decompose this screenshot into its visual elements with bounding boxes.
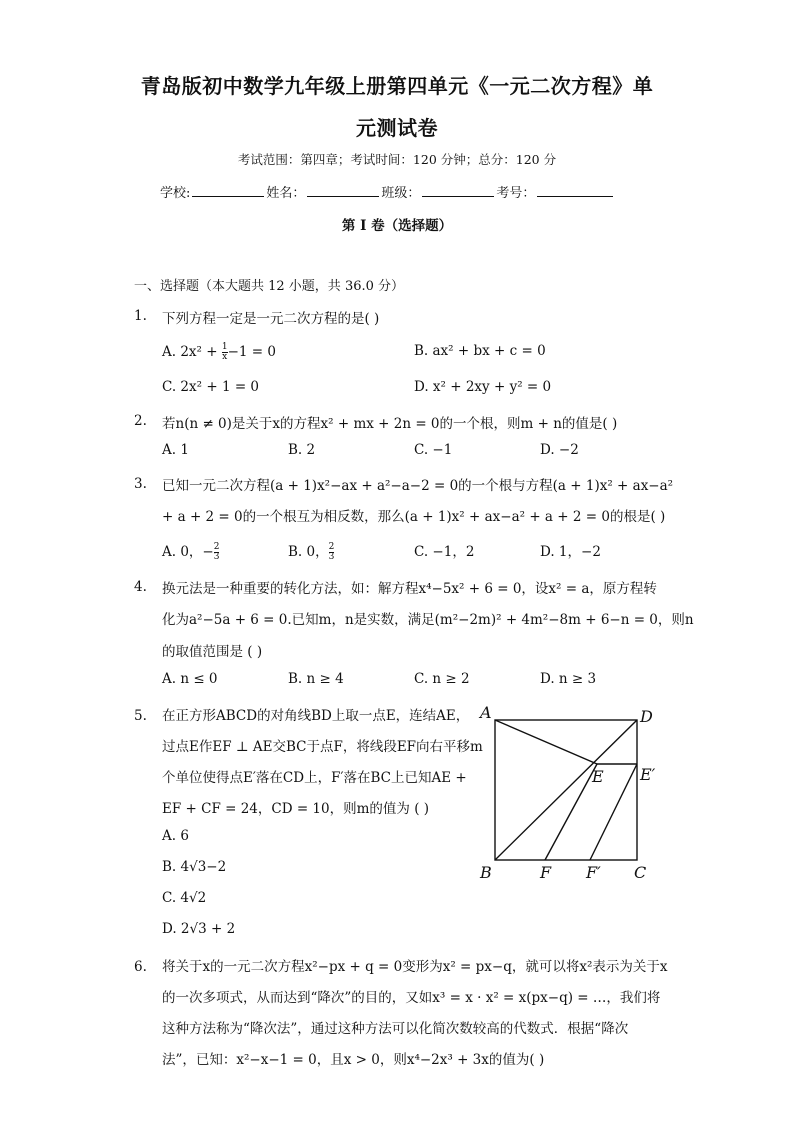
class-label: 班级： — [381, 186, 421, 201]
question-1-option-d[interactable]: D. x² + 2xy + y² = 0 — [414, 379, 552, 395]
question-1-option-b[interactable]: B. ax² + bx + c = 0 — [414, 343, 546, 359]
question-5-option-d[interactable]: D. 2√3 + 2 — [162, 921, 236, 937]
question-2-option-d[interactable]: D. −2 — [540, 442, 579, 458]
class-blank[interactable] — [422, 182, 494, 197]
q1-a-tail: −1 = 0 — [227, 344, 276, 360]
diagonal-bd — [495, 720, 637, 860]
question-5-option-a[interactable]: A. 6 — [162, 828, 189, 844]
exam-no-label: 考号： — [496, 186, 536, 201]
school-label: 学校: — [160, 186, 191, 201]
question-4-option-d[interactable]: D. n ≥ 3 — [540, 671, 597, 687]
exam-no-blank[interactable] — [537, 182, 613, 197]
q3-b-fraction — [329, 543, 335, 562]
school-blank[interactable] — [192, 182, 264, 197]
q1-a-frac-bottom: x — [222, 352, 228, 362]
label-a: A — [480, 703, 492, 722]
label-e-prime: E′ — [640, 765, 656, 784]
question-2-option-b[interactable]: B. 2 — [288, 442, 316, 458]
question-6-stem-line-2: 的一次多项式，从而达到“降次”的目的，又如x³ = x · x² = x(px−q) = …，我们将 — [162, 990, 661, 1006]
label-b: B — [480, 863, 492, 882]
question-5-stem-line-2: 过点E作EF ⊥ AE交BC于点F，将线段EF向右平移m — [162, 739, 483, 755]
q1-a-frac-top: 1 — [221, 342, 228, 352]
question-3-option-d[interactable]: D. 1，−2 — [540, 544, 601, 560]
question-4-option-c[interactable]: C. n ≥ 2 — [414, 671, 470, 687]
question-6-stem-line-3: 这种方法称为“降次法”，通过这种方法可以化简次数较高的代数式．根据“降次 — [162, 1021, 629, 1037]
question-6-number: 6. — [134, 959, 147, 975]
volume-heading: 第 I 卷（选择题） — [341, 218, 453, 234]
question-4-stem-line-1: 换元法是一种重要的转化方法，如：解方程x⁴−5x² + 6 = 0，设x² = a，原方程转 — [162, 581, 657, 597]
question-3-option-a[interactable] — [162, 540, 219, 562]
question-4-number: 4. — [134, 579, 147, 595]
question-4-stem-line-3: 的取值范围是 ( ) — [162, 644, 263, 660]
question-6-stem-line-1: 将关于x的一元二次方程x²−px + q = 0变形为x² = px−q，就可以将x²表示为关于x — [162, 959, 668, 975]
question-2-option-c[interactable]: C. −1 — [414, 442, 453, 458]
question-5-option-c[interactable]: C. 4√2 — [162, 890, 207, 906]
square-geometry-figure — [470, 700, 670, 890]
page-title: 青岛版初中数学九年级上册第四单元《一元二次方程》单 — [140, 74, 654, 98]
question-3-option-c[interactable]: C. −1，2 — [414, 544, 475, 560]
label-f-prime: F′ — [586, 863, 601, 882]
q3-b-frac-top: 2 — [328, 542, 335, 552]
q3-a-fraction — [214, 543, 220, 562]
segment-ef — [545, 764, 597, 860]
question-5-option-b[interactable]: B. 4√3−2 — [162, 859, 227, 875]
question-2-number: 2. — [134, 413, 147, 429]
q3-b-text: B. 0， — [288, 544, 329, 560]
question-5-stem-line-1: 在正方形ABCD的对角线BD上取一点E，连结AE， — [162, 708, 470, 724]
question-1-option-a[interactable] — [162, 343, 276, 362]
question-1-number: 1. — [134, 308, 147, 324]
question-5-stem-line-4: EF + CF = 24，CD = 10，则m的值为 ( ) — [162, 801, 430, 817]
q3-b-frac-bottom: 3 — [328, 552, 335, 562]
student-info-fields — [160, 182, 615, 201]
question-2-option-a[interactable]: A. 1 — [162, 442, 189, 458]
label-c: C — [634, 863, 647, 882]
question-3-option-b[interactable] — [288, 540, 334, 562]
q3-a-frac-bottom: 3 — [213, 552, 220, 562]
name-blank[interactable] — [307, 182, 379, 197]
name-label: 姓名： — [266, 186, 306, 201]
label-f: F — [540, 863, 552, 882]
page-title-continued: 元测试卷 — [356, 116, 438, 140]
section-heading: 一、选择题（本大题共 12 小题，共 36.0 分） — [134, 279, 405, 294]
question-1-stem: 下列方程一定是一元二次方程的是( ) — [162, 311, 380, 327]
question-2-stem: 若n(n ≠ 0)是关于x的方程x² + mx + 2n = 0的一个根，则m + n的值是( ) — [162, 416, 618, 432]
question-5-stem-line-3: 个单位使得点E′落在CD上，F′落在BC上已知AE + — [162, 770, 467, 786]
question-1-option-c[interactable]: C. 2x² + 1 = 0 — [162, 379, 260, 395]
label-e: E — [592, 767, 604, 786]
q3-a-frac-top: 2 — [213, 542, 220, 552]
q3-a-text: A. 0，− — [162, 544, 214, 560]
question-6-stem-line-4: 法”，已知：x²−x−1 = 0，且x > 0，则x⁴−2x³ + 3x的值为( ) — [162, 1052, 545, 1068]
label-d: D — [640, 707, 653, 726]
question-3-stem-line-2: + a + 2 = 0的一个根互为相反数，那么(a + 1)x² + ax−a² + a + 2 = 0的根是( ) — [162, 509, 666, 525]
question-4-stem-line-2: 化为a²−5a + 6 = 0.已知m，n是实数，满足(m²−2m)² + 4m²−8m + 6−n = 0，则n — [162, 612, 694, 628]
q1-a-text: A. 2x² + — [162, 344, 222, 360]
question-5-number: 5. — [134, 708, 147, 724]
question-3-number: 3. — [134, 476, 147, 492]
segment-ae — [495, 720, 597, 764]
question-4-option-a[interactable]: A. n ≤ 0 — [162, 671, 218, 687]
question-3-stem-line-1: 已知一元二次方程(a + 1)x²−ax + a²−a−2 = 0的一个根与方程(a + 1)x² + ax−a² — [162, 478, 674, 494]
question-4-option-b[interactable]: B. n ≥ 4 — [288, 671, 344, 687]
exam-meta: 考试范围：第四章；考试时间：120 分钟；总分：120 分 — [237, 152, 557, 167]
